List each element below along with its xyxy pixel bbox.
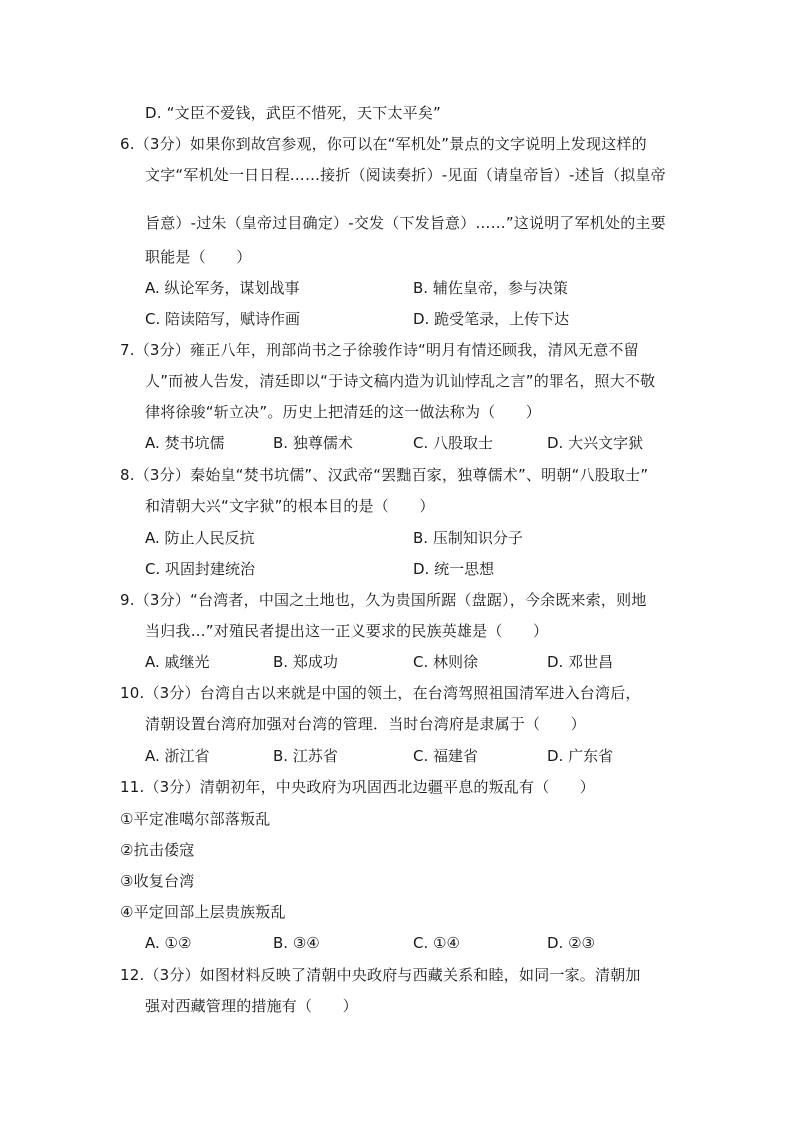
q10-stem-line1: 10.（3分）台湾自古以来就是中国的领土，在台湾驾照祖国清军进入台湾后， [120, 684, 641, 702]
q8-option-c: C. 巩固封建统治 [145, 560, 256, 578]
q11-item-3: ③收复台湾 [120, 872, 195, 890]
q6-stem-line4: 职能是（ ） [145, 248, 252, 266]
q9-option-b: B. 郑成功 [273, 653, 338, 671]
q5-option-d: D. “文臣不爱钱，武臣不惜死，天下太平矣” [145, 104, 442, 122]
q9-option-a: A. 戚继光 [145, 653, 210, 671]
q6-stem-line2: 文字“军机处一日日程……接折（阅读奏折）-见面（请皇帝旨）-述旨（拟皇帝 [145, 166, 666, 184]
q7-option-d: D. 大兴文字狱 [547, 434, 644, 452]
q9-option-c: C. 林则徐 [413, 653, 479, 671]
q8-option-b: B. 压制知识分子 [413, 529, 523, 547]
q7-stem-line2: 人”而被人告发，清廷即以“于诗文稿内造为讥讪悖乱之言”的罪名，照大不敬 [145, 372, 656, 390]
q8-stem-line1: 8.（3分）秦始皇“焚书坑儒”、汉武帝“罢黜百家，独尊儒术”、明朝“八股取士” [120, 466, 649, 484]
q11-item-1: ①平定准噶尔部落叛乱 [120, 810, 271, 828]
q12-stem-line1: 12.（3分）如图材料反映了清朝中央政府与西藏关系和睦，如同一家。清朝加 [120, 966, 641, 984]
q12-stem-line2: 强对西藏管理的措施有（ ） [145, 997, 358, 1015]
q9-option-d: D. 邓世昌 [547, 653, 614, 671]
q8-stem-line2: 和清朝大兴“文字狱”的根本目的是（ ） [145, 497, 435, 515]
q9-stem-line2: 当归我…”对殖民者提出这一正义要求的民族英雄是（ ） [145, 622, 549, 640]
q7-option-c: C. 八股取士 [413, 434, 494, 452]
q6-option-b: B. 辅佐皇帝，参与决策 [413, 279, 568, 297]
q7-stem-line1: 7.（3分）雍正八年，刑部尚书之子徐骏作诗“明月有情还顾我，清风无意不留 [120, 341, 639, 359]
q11-item-2: ②抗击倭寇 [120, 841, 195, 859]
q11-option-b: B. ③④ [273, 934, 320, 952]
q6-option-c: C. 陪读陪写，赋诗作画 [145, 310, 301, 328]
q7-option-a: A. 焚书坑儒 [145, 434, 225, 452]
q11-item-4: ④平定回部上层贵族叛乱 [120, 903, 286, 921]
q6-option-d: D. 跪受笔录，上传下达 [413, 310, 570, 328]
q10-option-c: C. 福建省 [413, 747, 479, 765]
q11-stem-line1: 11.（3分）清朝初年，中央政府为巩固西北边疆平息的叛乱有（ ） [120, 778, 596, 796]
q6-option-a: A. 纵论军务，谋划战事 [145, 279, 300, 297]
q10-option-b: B. 江苏省 [273, 747, 338, 765]
q7-stem-line3: 律将徐骏“斩立决”。历史上把清廷的这一做法称为（ ） [145, 403, 541, 421]
q11-option-c: C. ①④ [413, 934, 460, 952]
q10-option-a: A. 浙江省 [145, 747, 210, 765]
q11-option-d: D. ②③ [547, 934, 595, 952]
q6-stem-line1: 6.（3分）如果你到故宫参观，你可以在“军机处”景点的文字说明上发现这样的 [120, 135, 647, 153]
q11-option-a: A. ①② [145, 934, 192, 952]
q10-option-d: D. 广东省 [547, 747, 614, 765]
q8-option-d: D. 统一思想 [413, 560, 495, 578]
q8-option-a: A. 防止人民反抗 [145, 529, 255, 547]
q10-stem-line2: 清朝设置台湾府加强对台湾的管理．当时台湾府是隶属于（ ） [145, 715, 586, 733]
q7-option-b: B. 独尊儒术 [273, 434, 353, 452]
q9-stem-line1: 9.（3分）“台湾者，中国之土地也，久为贵国所踞（盘踞），今余既来索，则地 [120, 591, 647, 609]
q6-stem-line3: 旨意）-过朱（皇帝过目确定）-交发（下发旨意）……”这说明了军机处的主要 [145, 214, 666, 232]
